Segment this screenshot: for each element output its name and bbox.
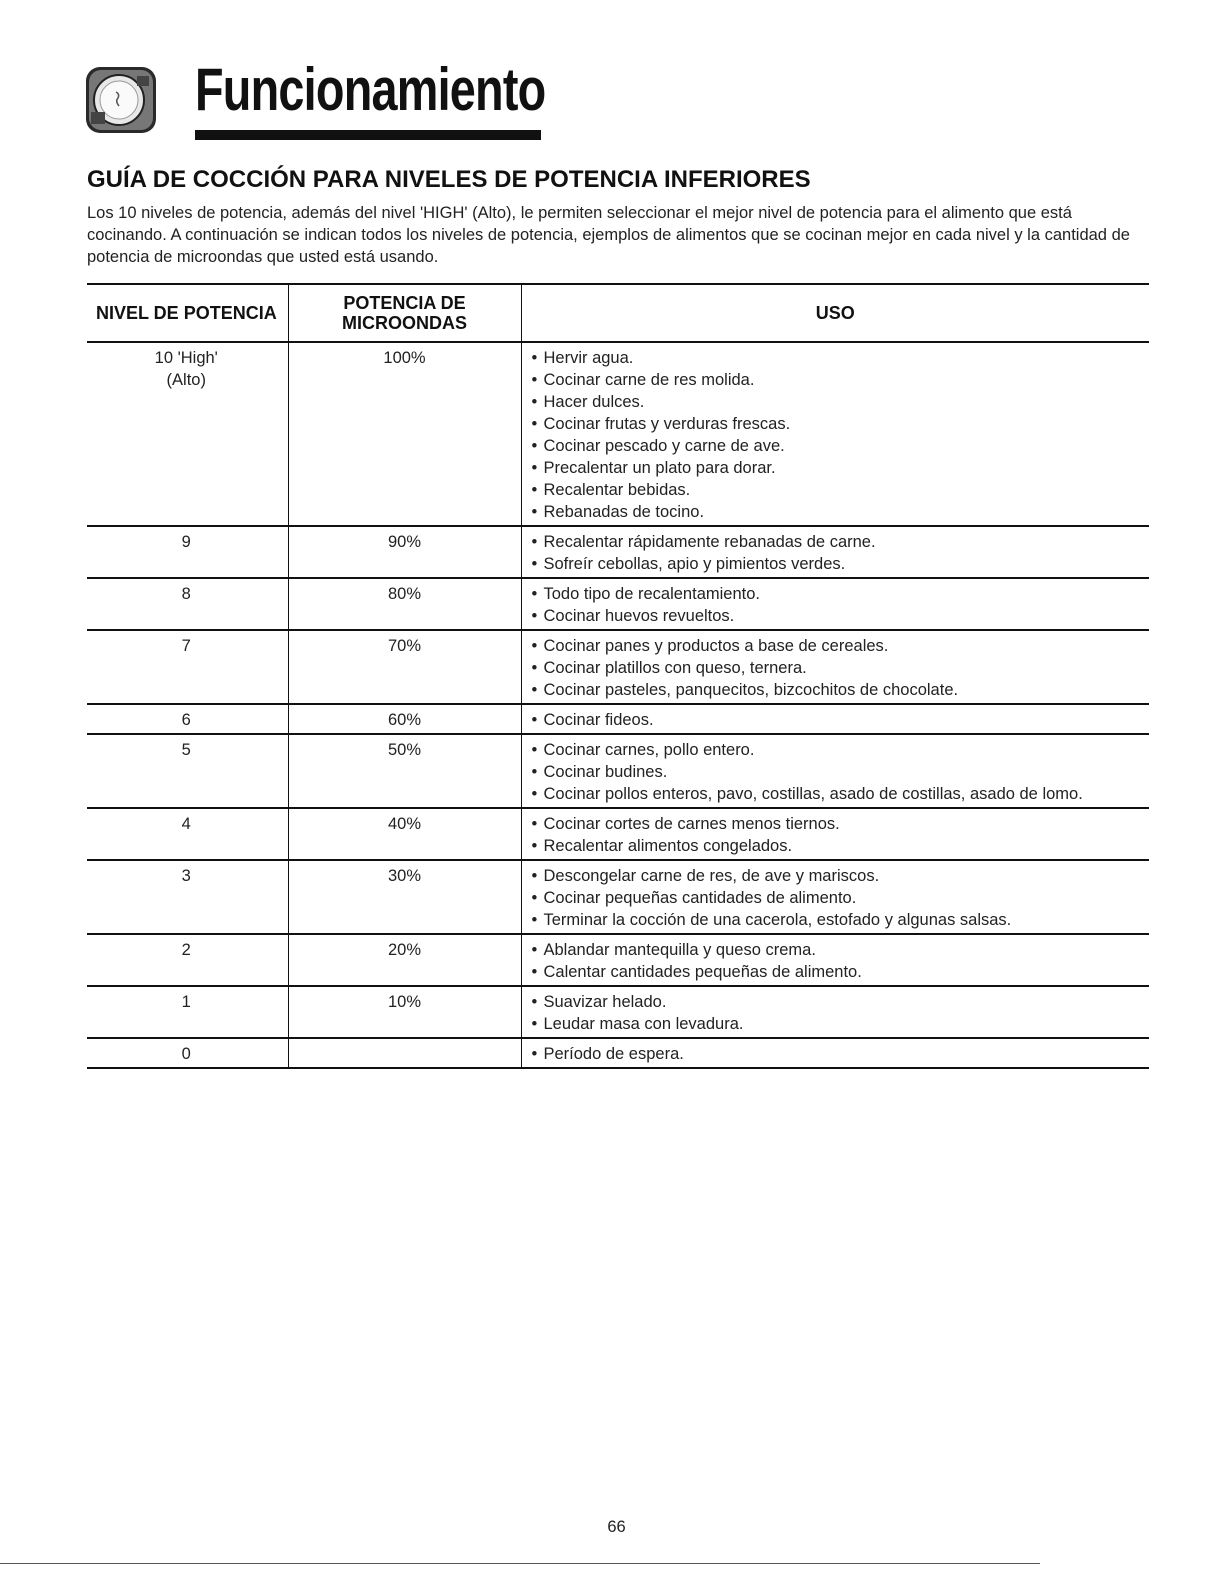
table-row [87, 342, 1149, 526]
use-item [532, 835, 1150, 857]
bullet-icon: • [531, 481, 538, 499]
power-level-cell [87, 630, 288, 704]
table-row [87, 1038, 1149, 1068]
power-level-value: 0 [181, 1045, 191, 1063]
header-power-line2: MICROONDAS [342, 313, 467, 333]
table-header-row [87, 284, 1149, 342]
use-text: Calentar cantidades pequeñas de alimento. [543, 963, 862, 981]
use-item [532, 391, 1150, 413]
use-item [532, 739, 1150, 761]
power-level-cell [87, 734, 288, 808]
power-level-cell [87, 704, 288, 734]
bullet-icon: • [531, 741, 538, 759]
use-item [532, 657, 1150, 679]
use-item [532, 813, 1150, 835]
uses-list [532, 865, 1150, 931]
uses-list [532, 813, 1150, 857]
bullet-icon: • [531, 711, 538, 729]
use-item [532, 939, 1150, 961]
use-text: Cocinar platillos con queso, ternera. [543, 659, 807, 677]
use-item [532, 413, 1150, 435]
use-text: Hervir agua. [543, 349, 634, 367]
power-level-cell [87, 860, 288, 934]
microwave-power-cell: 80% [288, 578, 521, 630]
use-text: Cocinar pequeñas cantidades de alimento. [543, 889, 857, 907]
title-underline [195, 130, 541, 140]
bullet-icon: • [531, 963, 538, 981]
microwave-power-cell: 10% [288, 986, 521, 1038]
use-text: Cocinar frutas y verduras frescas. [543, 415, 791, 433]
power-level-table [87, 283, 1149, 1069]
power-level-subtitle: (Alto) [166, 371, 206, 389]
use-item [532, 369, 1150, 391]
bullet-icon: • [531, 837, 538, 855]
use-item [532, 501, 1150, 523]
use-text: Todo tipo de recalentamiento. [543, 585, 760, 603]
uses-list [532, 635, 1150, 701]
uses-cell [521, 986, 1149, 1038]
microwave-power-cell: 90% [288, 526, 521, 578]
bullet-icon: • [531, 815, 538, 833]
use-text: Leudar masa con levadura. [543, 1015, 744, 1033]
intro-paragraph: Los 10 niveles de potencia, además del nivel 'HIGH' (Alto), le permiten seleccionar el mejor nivel de potencia para el alimento que está cocinando. A continuación se indican todos los niveles de potencia, ejemplos de alimentos que se cocinan mejor en cada nivel y la cantidad de potencia de microondas que usted está usando. [87, 204, 1130, 266]
power-level-value: 6 [181, 711, 191, 729]
bullet-icon: • [531, 867, 538, 885]
uses-cell [521, 704, 1149, 734]
power-level-cell [87, 808, 288, 860]
use-item [532, 709, 1150, 731]
microwave-power-cell [288, 1038, 521, 1068]
bullet-icon: • [531, 349, 538, 367]
use-item [532, 783, 1150, 805]
use-text: Rebanadas de tocino. [543, 503, 705, 521]
uses-cell [521, 808, 1149, 860]
table-row [87, 704, 1149, 734]
table-row [87, 630, 1149, 704]
use-item [532, 909, 1150, 931]
uses-list [532, 739, 1150, 805]
use-text: Cocinar pescado y carne de ave. [543, 437, 785, 455]
power-level-value: 4 [181, 815, 191, 833]
table-row [87, 934, 1149, 986]
microwave-power-cell: 30% [288, 860, 521, 934]
bullet-icon: • [531, 371, 538, 389]
bullet-icon: • [531, 607, 538, 625]
use-item [532, 435, 1150, 457]
power-level-cell [87, 342, 288, 526]
table-body [87, 342, 1149, 1068]
power-level-cell [87, 1038, 288, 1068]
bullet-icon: • [531, 555, 538, 573]
power-level-cell [87, 526, 288, 578]
power-level-value: 10 'High' [154, 349, 218, 367]
bullet-icon: • [531, 941, 538, 959]
bullet-icon: • [531, 993, 538, 1011]
use-item [532, 961, 1150, 983]
use-text: Recalentar bebidas. [543, 481, 691, 499]
use-text: Sofreír cebollas, apio y pimientos verdes. [543, 555, 846, 573]
microwave-power-cell: 70% [288, 630, 521, 704]
power-level-value: 3 [181, 867, 191, 885]
use-item [532, 347, 1150, 369]
power-level-value: 9 [181, 533, 191, 551]
microwave-power-cell: 60% [288, 704, 521, 734]
table-row [87, 808, 1149, 860]
use-text: Suavizar helado. [543, 993, 667, 1011]
page-number: 66 [607, 1518, 626, 1536]
uses-cell [521, 630, 1149, 704]
uses-list [532, 709, 1150, 731]
use-text: Cocinar carnes, pollo entero. [543, 741, 755, 759]
table-row [87, 860, 1149, 934]
use-text: Cocinar cortes de carnes menos tiernos. [543, 815, 840, 833]
bullet-icon: • [531, 393, 538, 411]
use-text: Cocinar pollos enteros, pavo, costillas, asado de costillas, asado de lomo. [543, 785, 1083, 803]
power-level-cell [87, 986, 288, 1038]
use-item [532, 605, 1150, 627]
microwave-power-cell: 50% [288, 734, 521, 808]
table-row [87, 526, 1149, 578]
use-text: Cocinar budines. [543, 763, 668, 781]
footer-rule [0, 1563, 1040, 1564]
bullet-icon: • [531, 659, 538, 677]
use-text: Recalentar alimentos congelados. [543, 837, 793, 855]
power-level-value: 1 [181, 993, 191, 1011]
uses-list [532, 991, 1150, 1035]
page-title: Funcionamiento [195, 56, 546, 123]
use-item [532, 479, 1150, 501]
uses-list [532, 939, 1150, 983]
power-level-cell [87, 578, 288, 630]
uses-cell [521, 934, 1149, 986]
bullet-icon: • [531, 503, 538, 521]
bullet-icon: • [531, 681, 538, 699]
use-text: Período de espera. [543, 1045, 684, 1063]
use-text: Hacer dulces. [543, 393, 645, 411]
use-item [532, 991, 1150, 1013]
bullet-icon: • [531, 415, 538, 433]
use-item [532, 531, 1150, 553]
power-level-value: 5 [181, 741, 191, 759]
uses-cell [521, 860, 1149, 934]
use-text: Cocinar fideos. [543, 711, 654, 729]
use-text: Descongelar carne de res, de ave y mariscos. [543, 867, 880, 885]
uses-list [532, 347, 1150, 523]
header-level: NIVEL DE POTENCIA [87, 284, 288, 342]
use-text: Ablandar mantequilla y queso crema. [543, 941, 816, 959]
use-text: Recalentar rápidamente rebanadas de carne. [543, 533, 876, 551]
bullet-icon: • [531, 459, 538, 477]
use-item [532, 583, 1150, 605]
power-level-value: 7 [181, 637, 191, 655]
bullet-icon: • [531, 911, 538, 929]
uses-cell [521, 342, 1149, 526]
use-text: Cocinar huevos revueltos. [543, 607, 735, 625]
uses-list [532, 1043, 1150, 1065]
use-item [532, 1013, 1150, 1035]
uses-cell [521, 578, 1149, 630]
header-power [288, 284, 521, 342]
microwave-power-cell: 100% [288, 342, 521, 526]
use-text: Cocinar pasteles, panquecitos, bizcochitos de chocolate. [543, 681, 959, 699]
use-text: Cocinar carne de res molida. [543, 371, 755, 389]
use-item [532, 1043, 1150, 1065]
bullet-icon: • [531, 1015, 538, 1033]
uses-cell [521, 1038, 1149, 1068]
use-item [532, 553, 1150, 575]
use-text: Precalentar un plato para dorar. [543, 459, 776, 477]
microwave-dial-icon [85, 66, 157, 134]
header-uses: USO [521, 284, 1149, 342]
bullet-icon: • [531, 533, 538, 551]
use-item [532, 679, 1150, 701]
uses-list [532, 531, 1150, 575]
bullet-icon: • [531, 1045, 538, 1063]
use-item [532, 635, 1150, 657]
table-row [87, 578, 1149, 630]
table-row [87, 734, 1149, 808]
power-level-cell [87, 934, 288, 986]
use-text: Cocinar panes y productos a base de cereales. [543, 637, 889, 655]
uses-cell [521, 734, 1149, 808]
uses-list [532, 583, 1150, 627]
power-level-value: 2 [181, 941, 191, 959]
header-power-line1: POTENCIA DE [343, 293, 466, 313]
uses-cell [521, 526, 1149, 578]
bullet-icon: • [531, 785, 538, 803]
microwave-power-cell: 40% [288, 808, 521, 860]
microwave-power-cell: 20% [288, 934, 521, 986]
section-title: GUÍA DE COCCIÓN PARA NIVELES DE POTENCIA INFERIORES [87, 166, 811, 193]
use-item [532, 457, 1150, 479]
bullet-icon: • [531, 637, 538, 655]
use-item [532, 887, 1150, 909]
table-row [87, 986, 1149, 1038]
use-item [532, 761, 1150, 783]
power-level-value: 8 [181, 585, 191, 603]
bullet-icon: • [531, 763, 538, 781]
use-text: Terminar la cocción de una cacerola, estofado y algunas salsas. [543, 911, 1012, 929]
bullet-icon: • [531, 585, 538, 603]
bullet-icon: • [531, 437, 538, 455]
use-item [532, 865, 1150, 887]
bullet-icon: • [531, 889, 538, 907]
